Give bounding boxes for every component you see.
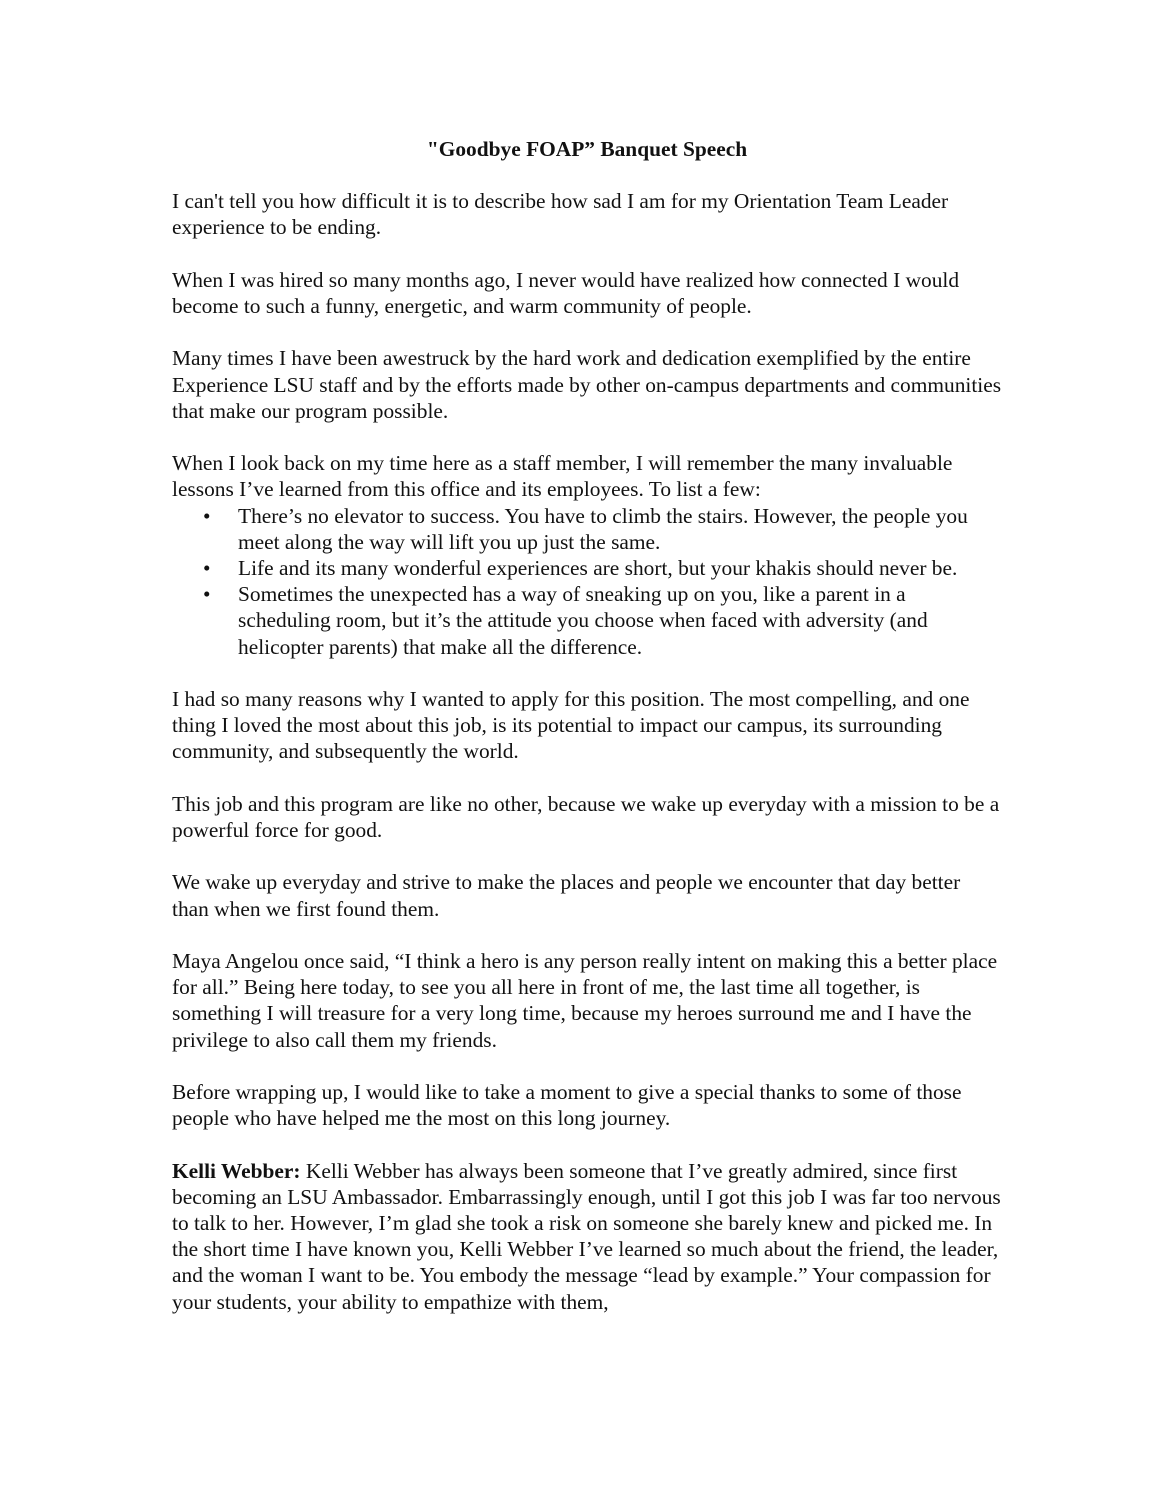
list-item: [203, 555, 1002, 581]
paragraph-mission: This job and this program are like no other, because we wake up everyday with a mission to be a powerful force for good.: [172, 791, 1000, 842]
lessons-list: [172, 503, 1002, 660]
paragraph-intro: I can't tell you how difficult it is to describe how sad I am for my Orientation Team Leader experience to be ending.: [172, 189, 949, 240]
lesson-text: Life and its many wonderful experiences are short, but your khakis should never be.: [238, 556, 958, 580]
list-item: [203, 581, 1002, 660]
paragraph-awestruck: Many times I have been awestruck by the hard work and dedication exemplified by the entire Experience LSU staff and by the efforts made by other on-campus departments and communities that make our program possible.: [172, 346, 1002, 423]
thanks-name-label: Kelli Webber:: [172, 1158, 301, 1183]
bullet-icon: •: [203, 556, 211, 580]
paragraph-thanks-intro: Before wrapping up, I would like to take a moment to give a special thanks to some of those people who have helped me the most on this long journey.: [172, 1079, 962, 1131]
paragraph-strive: We wake up everyday and strive to make the places and people we encounter that day better than when we first found them.: [172, 870, 961, 921]
paragraph-kelli-webber: [172, 1158, 1002, 1315]
list-item: [203, 503, 1002, 555]
lesson-text: Sometimes the unexpected has a way of sneaking up on you, like a parent in a scheduling room, but it’s the attitude you choose when faced with adversity (and helicopter parents) that make all the difference.: [238, 582, 928, 659]
document-title: "Goodbye FOAP” Banquet Speech: [426, 137, 748, 161]
paragraph-lessons-intro: When I look back on my time here as a staff member, I will remember the many invaluable lessons I’ve learned from this office and its employees. To list a few:: [172, 451, 953, 502]
paragraph-hired: When I was hired so many months ago, I never would have realized how connected I would become to such a funny, energetic, and warm community of people.: [172, 267, 960, 318]
thanks-text: Kelli Webber has always been someone that I’ve greatly admired, since first becoming an LSU Ambassador. Embarrassingly enough, until I got this job I was far too nervous to talk to her. However, I’m glad she took a risk on someone she barely knew and picked me. In the short time I have known you, Kelli Webber I’ve learned so much about the friend, the leader, and the woman I want to be. You embody the message “lead by example.” Your compassion for your students, your ability to empathize with them,: [172, 1158, 1001, 1314]
bullet-icon: •: [203, 582, 211, 607]
document-page: [172, 136, 1002, 1341]
paragraph-reasons: I had so many reasons why I wanted to apply for this position. The most compelling, and one thing I loved the most about this job, is its potential to impact our campus, its surrounding community, and subsequently the world.: [172, 687, 970, 764]
lesson-text: There’s no elevator to success. You have to climb the stairs. However, the people you meet along the way will lift you up just the same.: [238, 503, 968, 554]
bullet-icon: •: [203, 503, 211, 528]
paragraph-angelou-quote: Maya Angelou once said, “I think a hero is any person really intent on making this a better place for all.” Being here today, to see you all here in front of me, the last time all together, is something I will treasure for a very long time, because my heroes surround me and I have the privilege to also call them my friends.: [172, 948, 998, 1052]
